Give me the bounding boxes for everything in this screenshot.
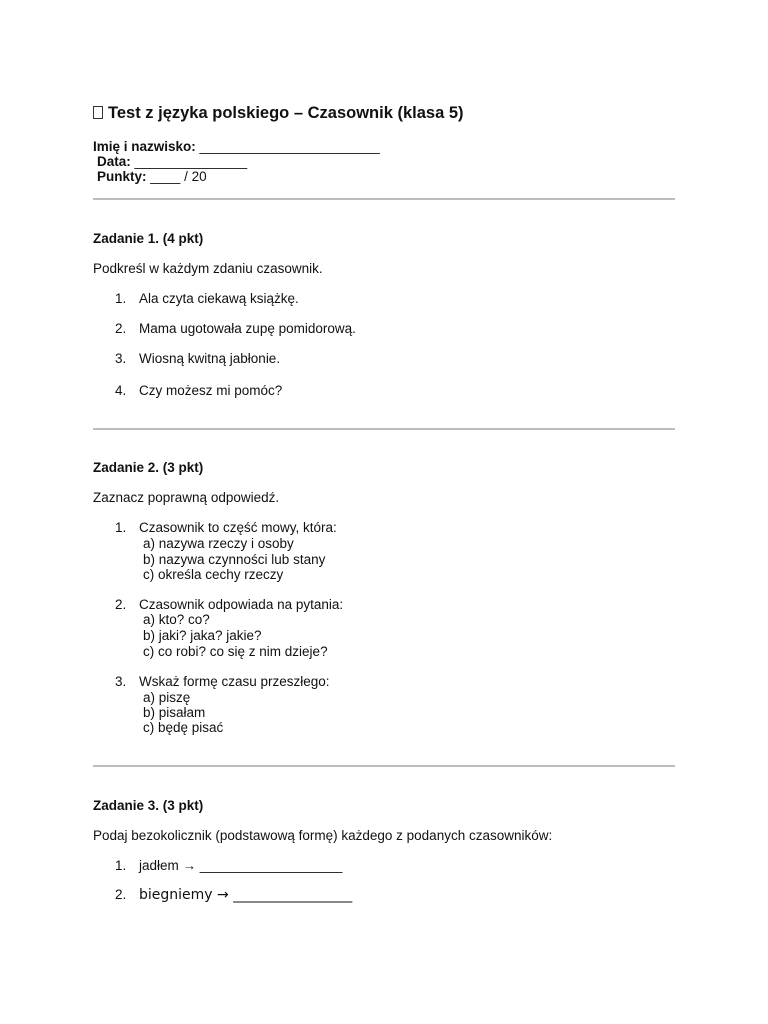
points-line — [97, 169, 207, 184]
date-line — [97, 154, 247, 169]
task1-instruction: Podkreśl w każdym zdaniu czasownik. — [93, 261, 323, 276]
task1-item — [115, 321, 356, 336]
points-label: Punkty: — [97, 169, 147, 184]
question-text: Czasownik to część mowy, która: — [139, 520, 337, 535]
divider — [93, 198, 675, 200]
answer-option: a) piszę — [143, 690, 191, 705]
page-title — [93, 104, 464, 123]
name-blank: ________________________ — [199, 139, 380, 154]
points-blank: ____ / 20 — [150, 169, 207, 184]
task3-heading: Zadanie 3. (3 pkt) — [93, 798, 204, 813]
date-label: Data: — [97, 154, 131, 169]
item-number: 1. — [115, 520, 127, 535]
answer-option: c) określa cechy rzeczy — [143, 567, 284, 582]
item-number: 4. — [115, 383, 127, 398]
task2-question — [115, 520, 337, 535]
item-text: jadłem → ___________________ — [139, 858, 343, 873]
answer-option: a) kto? co? — [143, 612, 210, 627]
item-number: 2. — [115, 597, 127, 612]
question-text: Wskaż formę czasu przeszłego: — [139, 674, 330, 689]
task2-question — [115, 674, 330, 689]
answer-option: b) jaki? jaka? jakie? — [143, 628, 262, 643]
task2-instruction: Zaznacz poprawną odpowiedź. — [93, 490, 280, 505]
task1-item — [115, 291, 299, 306]
task3-item — [115, 887, 352, 903]
answer-option: c) co robi? co się z nim dzieje? — [143, 644, 328, 659]
task1-heading: Zadanie 1. (4 pkt) — [93, 231, 204, 246]
task2-heading: Zadanie 2. (3 pkt) — [93, 460, 204, 475]
task2-question — [115, 597, 343, 612]
name-line — [93, 139, 380, 154]
answer-option: b) pisałam — [143, 705, 206, 720]
item-number: 2. — [115, 321, 127, 336]
answer-option: a) nazywa rzeczy i osoby — [143, 536, 294, 551]
task1-item — [115, 351, 280, 366]
item-text: Ala czyta ciekawą książkę. — [139, 291, 299, 306]
item-text: Czy możesz mi pomóc? — [139, 383, 283, 398]
divider — [93, 428, 675, 430]
item-text: biegniemy → _________________ — [139, 887, 353, 903]
name-label: Imię i nazwisko: — [93, 139, 196, 154]
divider — [93, 765, 675, 767]
task1-item — [115, 383, 282, 398]
task3-instruction: Podaj bezokolicznik (podstawową formę) każdego z podanych czasowników: — [93, 828, 553, 843]
item-text: Mama ugotowała zupę pomidorową. — [139, 321, 356, 336]
page-title-text: Test z języka polskiego – Czasownik (klasa 5) — [108, 104, 464, 122]
answer-option: c) będę pisać — [143, 720, 224, 735]
answer-option: b) nazywa czynności lub stany — [143, 552, 326, 567]
question-text: Czasownik odpowiada na pytania: — [139, 597, 344, 612]
task3-item — [115, 858, 342, 873]
item-number: 1. — [115, 858, 127, 873]
item-number: 3. — [115, 351, 127, 366]
item-text: Wiosną kwitną jabłonie. — [139, 351, 281, 366]
missing-glyph-icon — [93, 106, 103, 119]
item-number: 1. — [115, 291, 127, 306]
date-blank: _______________ — [134, 154, 248, 169]
item-number: 3. — [115, 674, 127, 689]
item-number: 2. — [115, 887, 127, 902]
